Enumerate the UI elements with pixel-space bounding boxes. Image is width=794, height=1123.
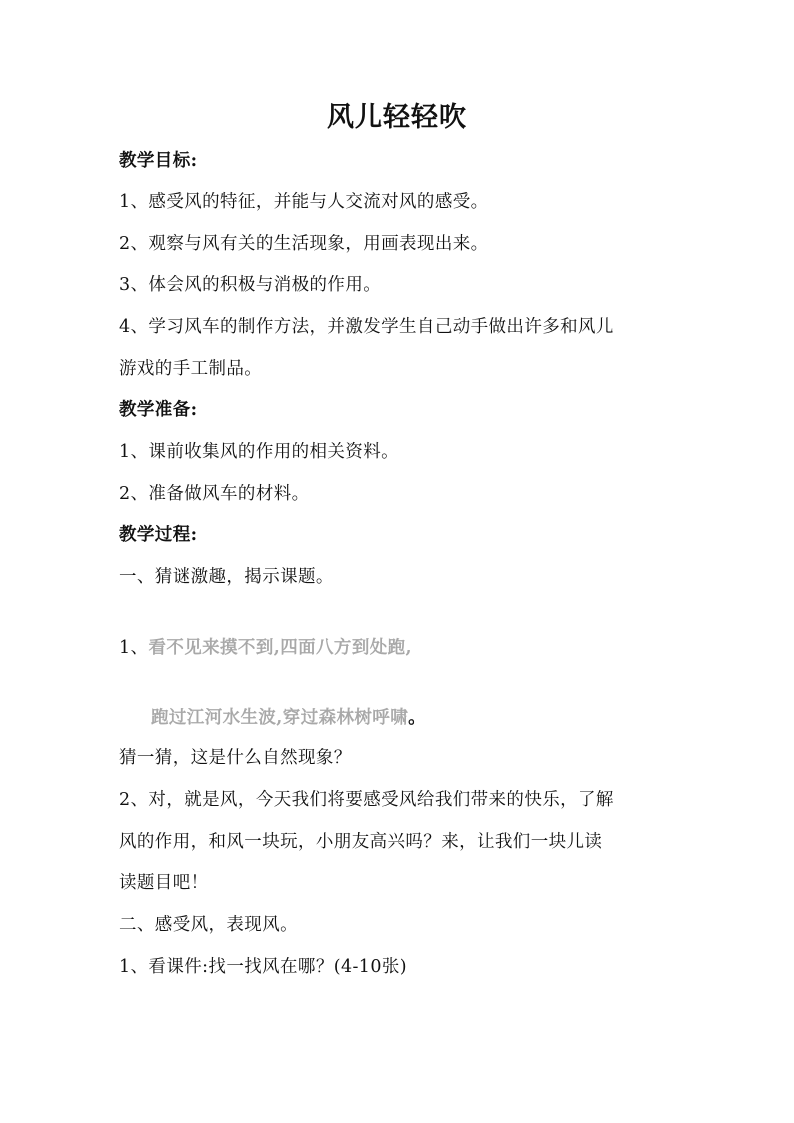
riddle-end-mark: 。 (408, 708, 426, 728)
preparation-item-1: 1、课前收集风的作用的相关资料。 (119, 442, 400, 462)
section-two-title: 二、感受风，表现风。 (119, 915, 298, 935)
section-one-title: 一、猜谜激趣，揭示课题。 (119, 567, 334, 587)
goals-heading: 教学目标: (119, 151, 198, 171)
riddle-number: 1、 (119, 638, 149, 658)
preparation-heading: 教学准备: (119, 400, 198, 420)
goal-item-2: 2、观察与风有关的生活现象，用画表现出来。 (119, 234, 489, 254)
goal-item-4: 4、学习风车的制作方法，并激发学生自己动手做出许多和风儿 (119, 317, 614, 337)
riddle-line-1 (119, 635, 412, 661)
process-heading: 教学过程: (119, 525, 198, 545)
intro-paragraph-line-1: 2、对，就是风，今天我们将要感受风给我们带来的快乐，了解 (119, 790, 614, 810)
goal-item-3: 3、体会风的积极与消极的作用。 (119, 275, 382, 295)
riddle-line-2 (151, 705, 426, 731)
page-title: 风儿轻轻吹 (327, 102, 467, 133)
intro-paragraph-line-2: 风的作用，和风一块玩，小朋友高兴吗？来，让我们一块儿读 (119, 832, 603, 852)
riddle-text-1: 看不见来摸不到,四面八方到处跑, (148, 638, 413, 658)
section-two-item-1: 1、看课件:找一找风在哪？(4-10张) (119, 957, 407, 977)
goal-item-4-continued: 游戏的手工制品。 (119, 359, 263, 379)
intro-paragraph-line-3: 读题目吧！ (119, 873, 209, 893)
preparation-item-2: 2、准备做风车的材料。 (119, 484, 310, 504)
goal-item-1: 1、感受风的特征，并能与人交流对风的感受。 (119, 192, 489, 212)
guess-question: 猜一猜，这是什么自然现象？ (119, 748, 352, 768)
riddle-text-2: 跑过江河水生波,穿过森林树呼啸 (151, 708, 409, 728)
